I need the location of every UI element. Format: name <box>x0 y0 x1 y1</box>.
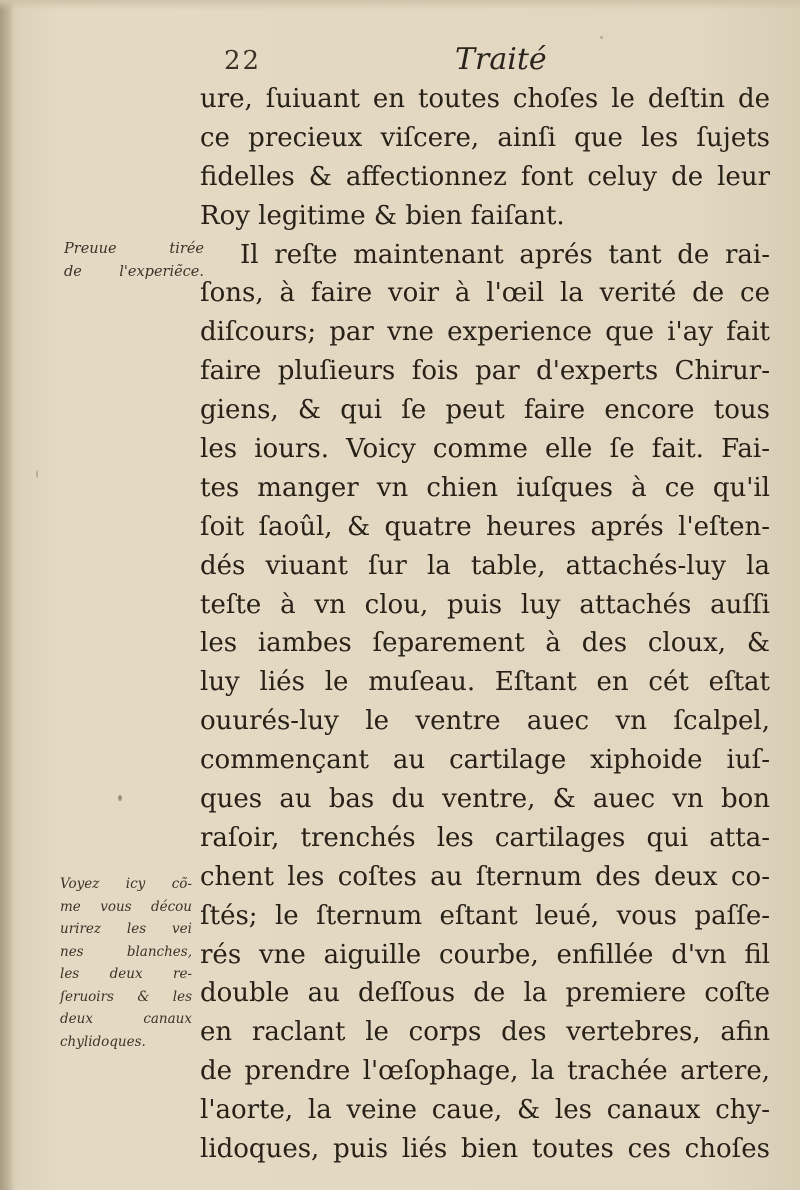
margin-note-line: ſeruoirs & les <box>60 988 192 1005</box>
text-line: commençant au cartilage xiphoide iuſ- <box>200 745 770 776</box>
text-line: dés viuant ſur la table, attachés-luy la <box>200 550 770 581</box>
text-line: luy liés le muſeau. Eſtant en cét eſtat <box>200 667 770 698</box>
top-edge-shadow <box>0 0 800 10</box>
text-line: Il reſte maintenant aprés tant de rai- <box>240 239 770 270</box>
text-line: ſtés; le ſternum eſtant leué, vous paſſe- <box>200 900 770 931</box>
page-number: 22 <box>224 46 262 76</box>
margin-note-line: de l'experiẽce. <box>64 264 204 280</box>
text-line: Roy legitime & bien faiſant. <box>200 200 565 231</box>
text-line: faire pluſieurs fois par d'experts Chirur- <box>200 356 770 387</box>
text-line: ques au bas du ventre, & auec vn bon <box>200 784 770 815</box>
margin-note-line: Voyez icy cõ- <box>60 876 192 892</box>
text-line: ure, ſuiuant en toutes choſes le deſtin de <box>200 84 770 114</box>
text-line: diſcours; par vne experience que i'ay fait <box>200 317 770 348</box>
text-line: les iours. Voicy comme elle ſe fait. Fai- <box>200 434 770 465</box>
text-line: l'aorte, la veine caue, & les canaux chy- <box>200 1095 770 1126</box>
running-title: Traité <box>455 42 547 77</box>
body-text <box>200 80 770 1169</box>
margin-note-line: Preuue tirée <box>64 241 204 257</box>
text-line: ce precieux viſcere, ainſi que les ſujets <box>200 122 770 153</box>
margin-note-line: deux canaux <box>60 1011 192 1027</box>
text-line: lidoques, puis liés bien toutes ces choſes <box>200 1134 770 1165</box>
text-line: raſoir, trenchés les cartilages qui atta- <box>200 822 770 853</box>
margin-note-preuve <box>64 238 204 284</box>
text-line: teſte à vn clou, puis luy attachés auſſi <box>200 589 770 620</box>
paper-speck <box>118 795 122 801</box>
paper-speck <box>600 36 603 39</box>
margin-note-line: chylidoques. <box>60 1033 146 1050</box>
gutter-shadow <box>0 0 14 1190</box>
text-line: les iambes ſeparement à des cloux, & <box>200 628 770 659</box>
text-line: giens, & qui ſe peut faire encore tous <box>200 395 770 426</box>
running-head <box>200 40 770 80</box>
text-line: tes manger vn chien iuſques à ce qu'il <box>200 472 770 503</box>
margin-note-line: nes blanches, <box>60 943 192 960</box>
margin-note-line: urirez les vei <box>60 921 192 937</box>
text-line: fidelles & affectionnez font celuy de leur <box>200 161 770 192</box>
text-line: ſons, à faire voir à l'œil la verité de ce <box>200 278 770 309</box>
margin-note-line: me vous décou <box>60 898 192 915</box>
text-line: ouurés-luy le ventre auec vn ſcalpel, <box>200 706 770 737</box>
text-line: ſoit ſaoûl, & quatre heures aprés l'eſten- <box>200 511 770 542</box>
text-line: chent les coſtes au ſternum des deux co- <box>200 861 770 892</box>
text-line: rés vne aiguille courbe, enfillée d'vn fil <box>200 939 770 970</box>
text-line: de prendre l'œſophage, la trachée artere, <box>200 1056 770 1087</box>
margin-note-voyez <box>60 873 192 1053</box>
margin-note-line: les deux re- <box>60 966 192 982</box>
text-line: en raclant le corps des vertebres, afin <box>200 1017 770 1048</box>
paper-speck <box>36 470 38 478</box>
text-line: double au deſſous de la premiere coſte <box>200 978 770 1009</box>
